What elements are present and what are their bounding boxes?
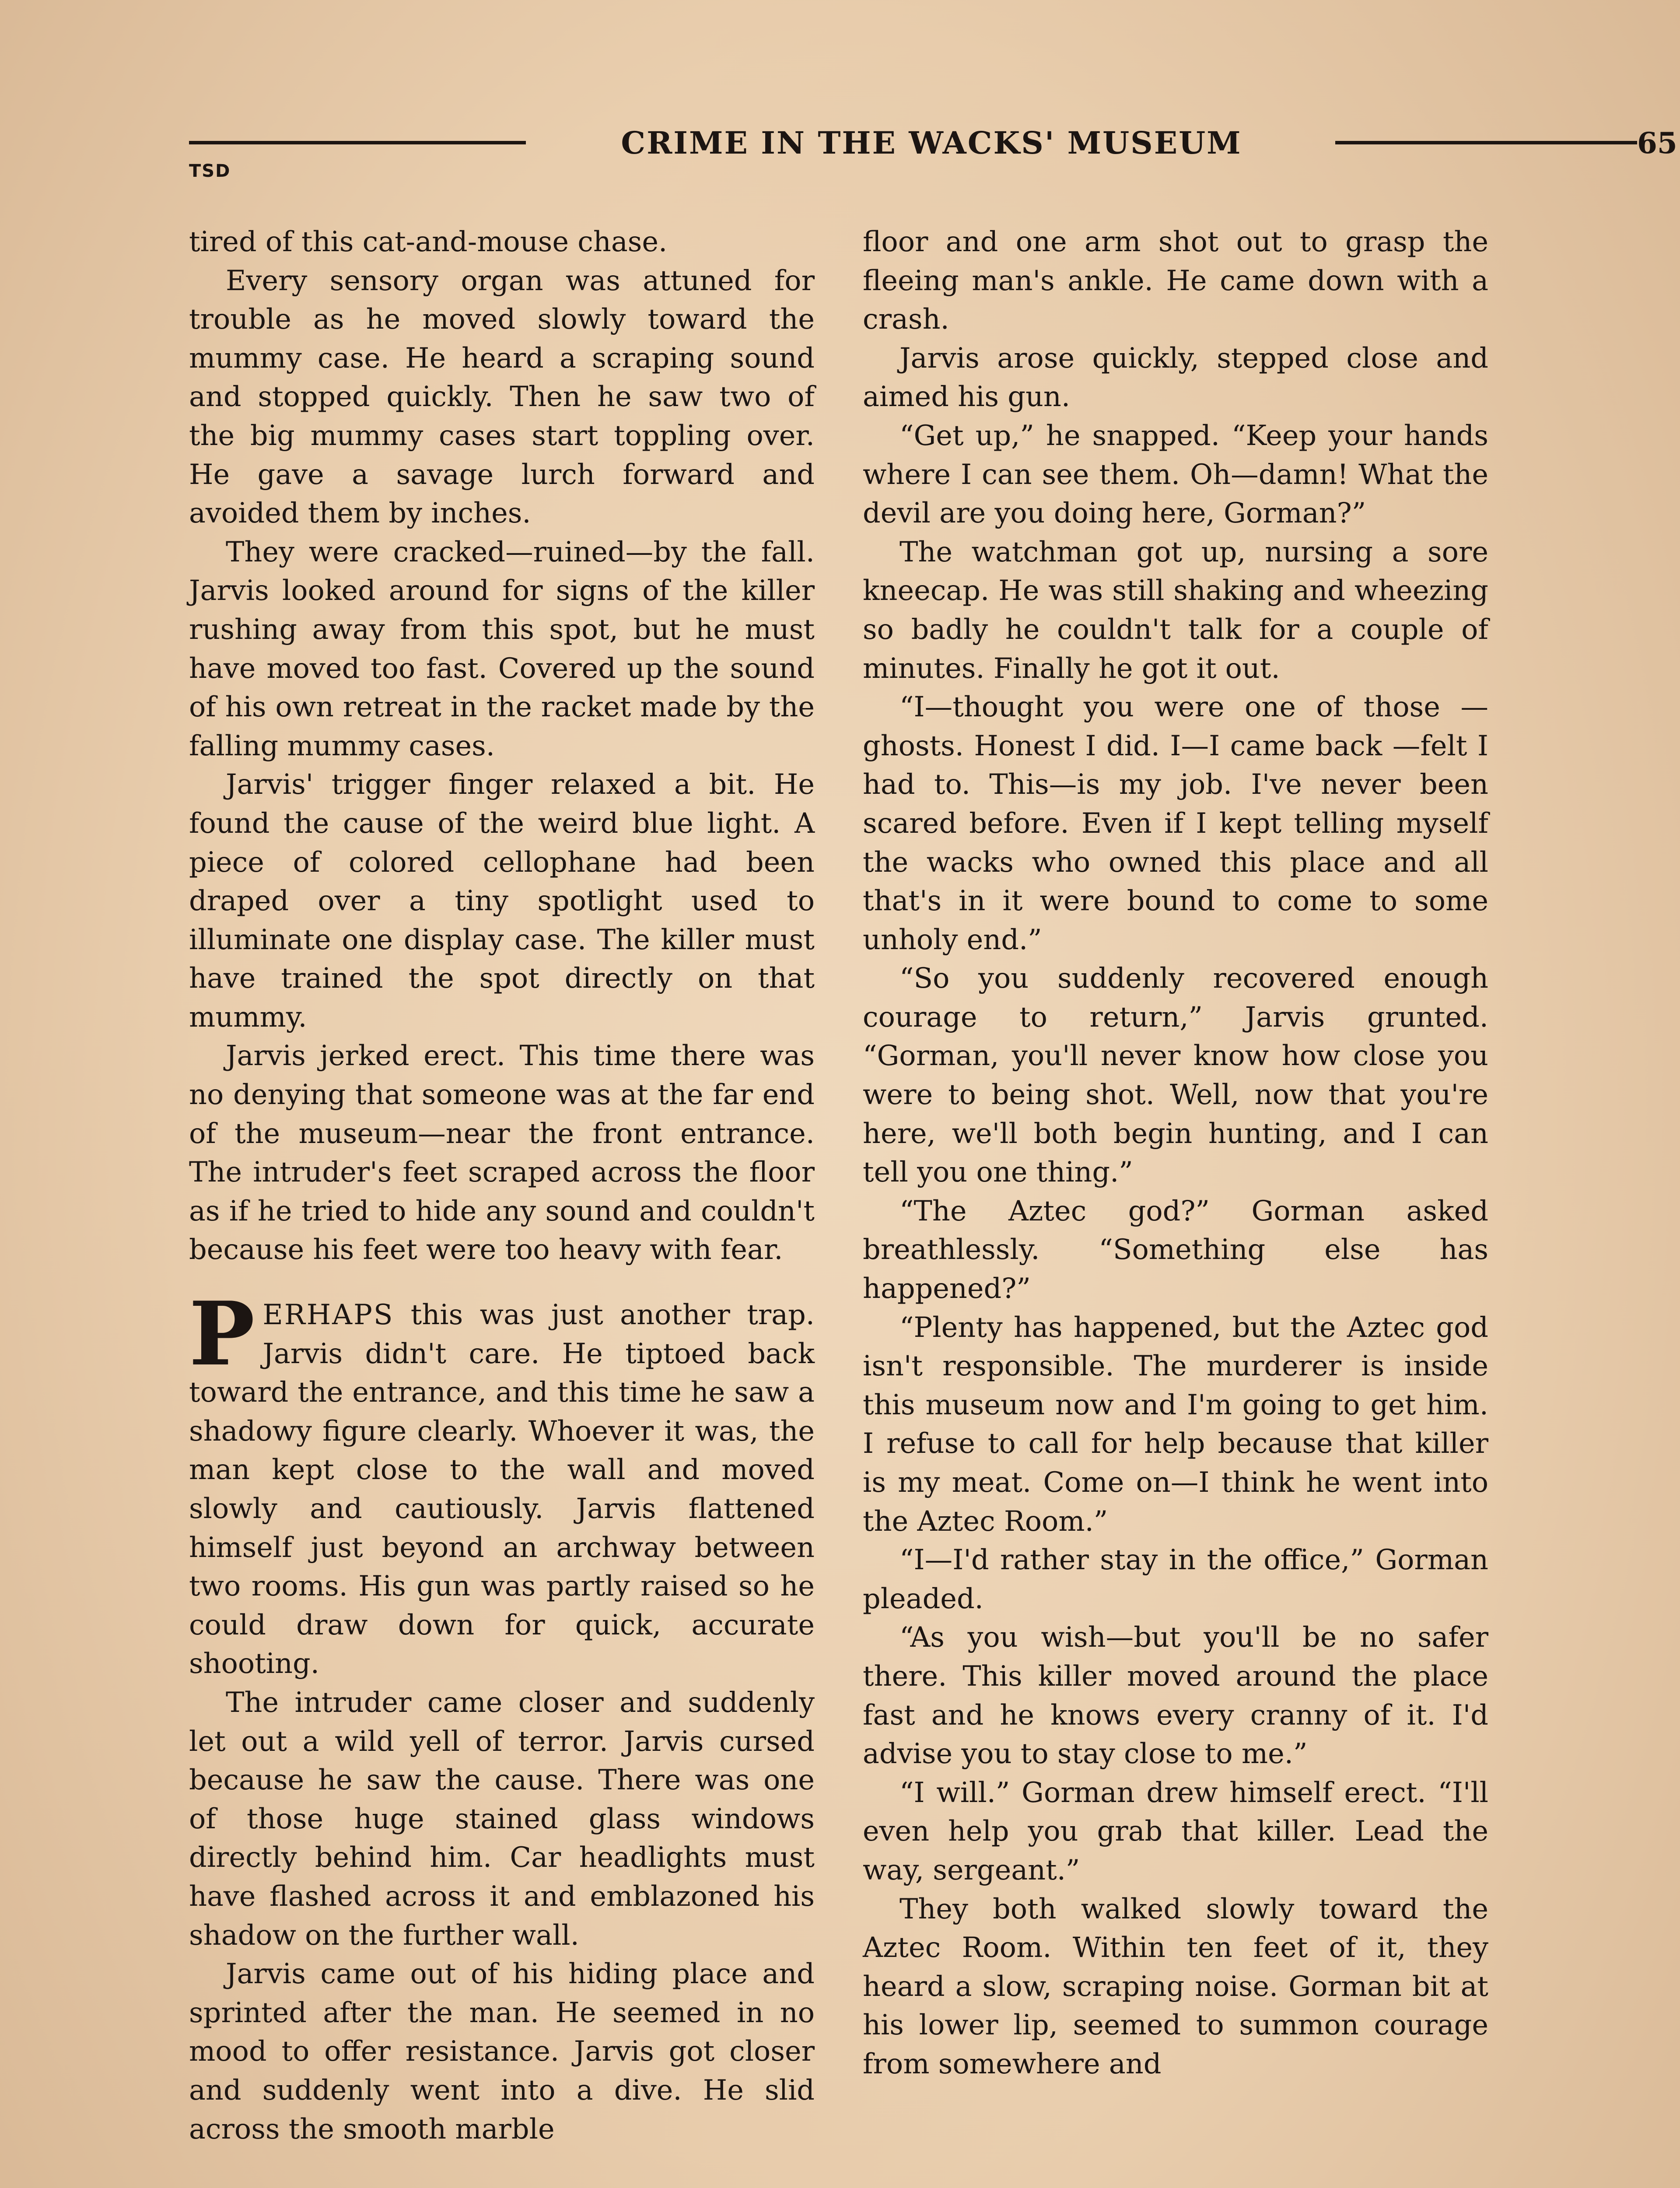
running-title: CRIME IN THE WACKS' MUSEUM	[621, 125, 1242, 161]
page-number: 65	[1637, 126, 1677, 160]
paragraph: Jarvis came out of his hiding place and sprinted after the man. He seemed in no mood to offer resistance. Jarvis got closer and suddenly went into a dive. He slid across the smooth marble	[189, 1957, 815, 2145]
paragraph: They were cracked—ruined—by the fall. Jarvis looked around for signs of the killer rushing away from this spot, but he must have moved too fast. Covered up the sound of his own retreat in the racket made by the falling mummy cases.	[189, 535, 815, 762]
paragraph: floor and one arm shot out to grasp the fleeing man's ankle. He came down with a crash.	[863, 225, 1488, 336]
drop-cap: P	[189, 1283, 255, 1386]
paragraph: “Get up,” he snapped. “Keep your hands where I can see them. Oh—damn! What the devil are you doing here, Gorman?”	[863, 419, 1488, 529]
paragraph: Jarvis' trigger finger relaxed a bit. He found the cause of the weird blue light. A piece of colored cellophane had been draped over a tiny spotlight used to illuminate one display case. The killer must have trained the spot directly on that mummy.	[189, 768, 815, 1033]
header-rule-left	[189, 141, 526, 144]
paragraph: Jarvis jerked erect. This time there was no denying that someone was at the far end of the museum—near the front entrance. The intruder's feet scraped across the floor as if he tried to hide any sound and couldn't because his feet were too heavy with fear.	[189, 1039, 815, 1266]
left-column	[189, 222, 815, 2148]
paragraph: “Plenty has happened, but the Aztec god isn't responsible. The murderer is inside this museum now and I'm going to get him. I refuse to call for help because that killer is my meat. Come on—I think he went into the Aztec Room.”	[863, 1311, 1488, 1537]
paragraph: “The Aztec god?” Gorman asked breathlessly. “Something else has happened?”	[863, 1194, 1488, 1305]
paragraph: Jarvis arose quickly, stepped close and aimed his gun.	[863, 341, 1488, 413]
paragraph: “I—thought you were one of those —ghosts. Honest I did. I—I came back —felt I had to. This—is my job. I've never been scared before. Even if I kept telling myself the wacks who owned this place and all that's in it were bound to come to some unholy end.”	[863, 691, 1488, 956]
running-header	[189, 119, 1677, 167]
paragraph: “I—I'd rather stay in the office,” Gorman pleaded.	[863, 1543, 1488, 1615]
paragraph: The watchman got up, nursing a sore kneecap. He was still shaking and wheezing so badly he couldn't talk for a couple of minutes. Finally he got it out.	[863, 535, 1488, 684]
paragraph: tired of this cat-and-mouse chase.	[189, 225, 668, 258]
paragraph-text: this was just another trap. Jarvis didn't care. He tiptoed back toward the entrance, and this time he saw a shadowy figure clearly. Whoever it was, the man kept close to the wall and moved slowly and cautiously. Jarvis flattened himself just beyond an archway between two rooms. His gun was partly raised so he could draw down for quick, accurate shooting.	[189, 1298, 815, 1680]
paragraph: They both walked slowly toward the Aztec Room. Within ten feet of it, they heard a slow, scraping noise. Gorman bit at his lower lip, seemed to summon courage from somewhere and	[863, 1892, 1488, 2080]
paragraph: “I will.” Gorman drew himself erect. “I'll even help you grab that killer. Lead the way, sergeant.”	[863, 1776, 1488, 1886]
publisher-mark: TSD	[189, 161, 231, 181]
header-rule-right	[1335, 141, 1637, 144]
paragraph-dropcap	[189, 1283, 815, 1683]
lead-in-caps: ERHAPS	[262, 1298, 394, 1331]
paragraph: “So you suddenly recovered enough courage to return,” Jarvis grunted. “Gorman, you'll never know how close you were to being shot. Well, now that you're here, we'll both begin hunting, and I can tell you one thing.”	[863, 962, 1488, 1189]
paragraph: “As you wish—but you'll be no safer there. This killer moved around the place fast and he knows every cranny of it. I'd advise you to stay close to me.”	[863, 1621, 1488, 1770]
right-column	[863, 222, 1488, 2083]
paragraph: Every sensory organ was attuned for trouble as he moved slowly toward the mummy case. He heard a scraping sound and stopped quickly. Then he saw two of the big mummy cases start toppling over. He gave a savage lurch forward and avoided them by inches.	[189, 264, 815, 529]
paragraph: The intruder came closer and suddenly let out a wild yell of terror. Jarvis cursed because he saw the cause. There was one of those huge stained glass windows directly behind him. Car headlights must have flashed across it and emblazoned his shadow on the further wall.	[189, 1686, 815, 1951]
